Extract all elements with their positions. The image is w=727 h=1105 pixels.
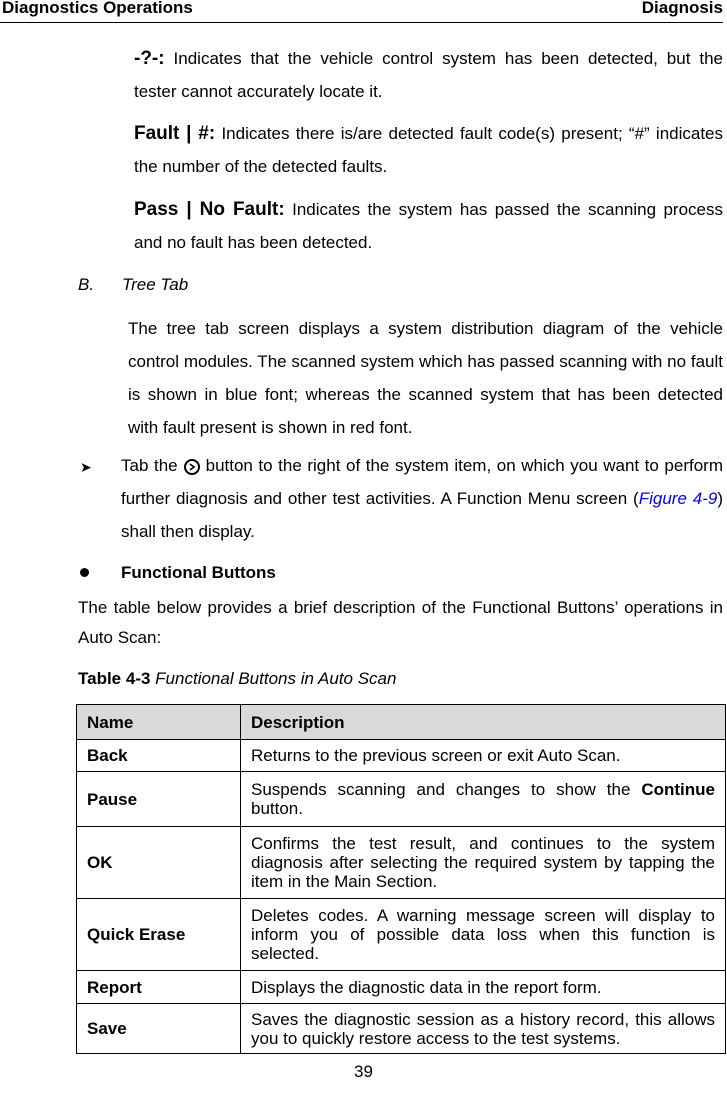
status-desc: Indicates there is/are detected fault code(s) present; “#” indicates the number of the detected faults. (134, 124, 724, 176)
table-row (77, 971, 726, 1004)
table-header-row (77, 705, 726, 740)
tab-step-end: ) shall then display. (121, 489, 723, 541)
table-caption (78, 662, 396, 695)
table-row (77, 740, 726, 772)
tree-tab-paragraph: The tree tab screen displays a system distribution diagram of the vehicle control modules. The scanned system which has passed scanning with no fault is shown in blue font; whereas the scanned system that has been detected with fault present is shown in red font. (128, 319, 723, 437)
tab-step-before: Tab the (121, 456, 178, 475)
row-desc-bold: Continue (641, 780, 715, 799)
row-desc: Deletes codes. A warning message screen will display to inform you of possible data loss when this function is selected. (241, 899, 726, 971)
row-name: OK (77, 827, 241, 899)
status-key: Fault | #: (134, 123, 216, 144)
row-desc-pre: Suspends scanning and changes to show the (251, 780, 642, 799)
status-desc: Indicates the system has passed the scanning process and no fault has been detected. (134, 200, 723, 252)
status-item-fault (134, 117, 723, 183)
table-caption-title: Functional Buttons in Auto Scan (155, 669, 397, 688)
status-key: -?-: (134, 48, 165, 69)
status-item-pass (134, 193, 723, 259)
table-row (77, 772, 726, 827)
table-caption-label: Table 4-3 (78, 669, 151, 688)
chevron-right-circle-icon (184, 459, 200, 475)
row-desc: Returns to the previous screen or exit Auto Scan. (241, 740, 726, 772)
table-row (77, 899, 726, 971)
status-key: Pass | No Fault: (134, 199, 285, 220)
page-header (0, 0, 723, 23)
functional-buttons-table (76, 704, 726, 1054)
row-name: Back (77, 740, 241, 772)
row-name: Pause (77, 772, 241, 827)
status-item-unknown (134, 42, 723, 108)
row-desc: Displays the diagnostic data in the report form. (241, 971, 726, 1004)
row-desc: Confirms the test result, and continues to the system diagnosis after selecting the required system by tapping the item in the Main Section. (241, 827, 726, 899)
section-b-title: Tree Tab (122, 275, 189, 294)
row-desc (241, 772, 726, 827)
header-description: Description (241, 705, 726, 740)
tab-step-after: button to the right of the system item, on which you want to perform further diagnosis and other test activities. A Function Menu screen ( (121, 456, 723, 508)
arrow-bullet-icon: ➤ (80, 459, 92, 475)
table-intro: The table below provides a brief description of the Functional Buttons’ operations in Auto Scan: (78, 598, 723, 647)
row-name: Report (77, 971, 241, 1004)
bullet-dot-icon (80, 568, 89, 577)
header-chapter-title: Diagnosis (641, 0, 723, 17)
table-row (77, 1004, 726, 1054)
tab-step-paragraph (121, 449, 723, 548)
status-desc: Indicates that the vehicle control system has been detected, but the tester cannot accurately locate it. (134, 49, 723, 101)
header-name: Name (77, 705, 241, 740)
table-row (77, 827, 726, 899)
figure-link[interactable]: Figure 4-9 (638, 489, 718, 508)
functional-buttons-heading: Functional Buttons (121, 563, 276, 582)
section-b-letter: B. (78, 275, 95, 294)
row-name: Quick Erase (77, 899, 241, 971)
page-number: 39 (354, 1062, 373, 1081)
row-desc-post: button. (251, 799, 303, 818)
header-section-title: Diagnostics Operations (2, 0, 193, 17)
row-desc: Saves the diagnostic session as a history record, this allows you to quickly restore access to the test systems. (241, 1004, 726, 1054)
row-name: Save (77, 1004, 241, 1054)
